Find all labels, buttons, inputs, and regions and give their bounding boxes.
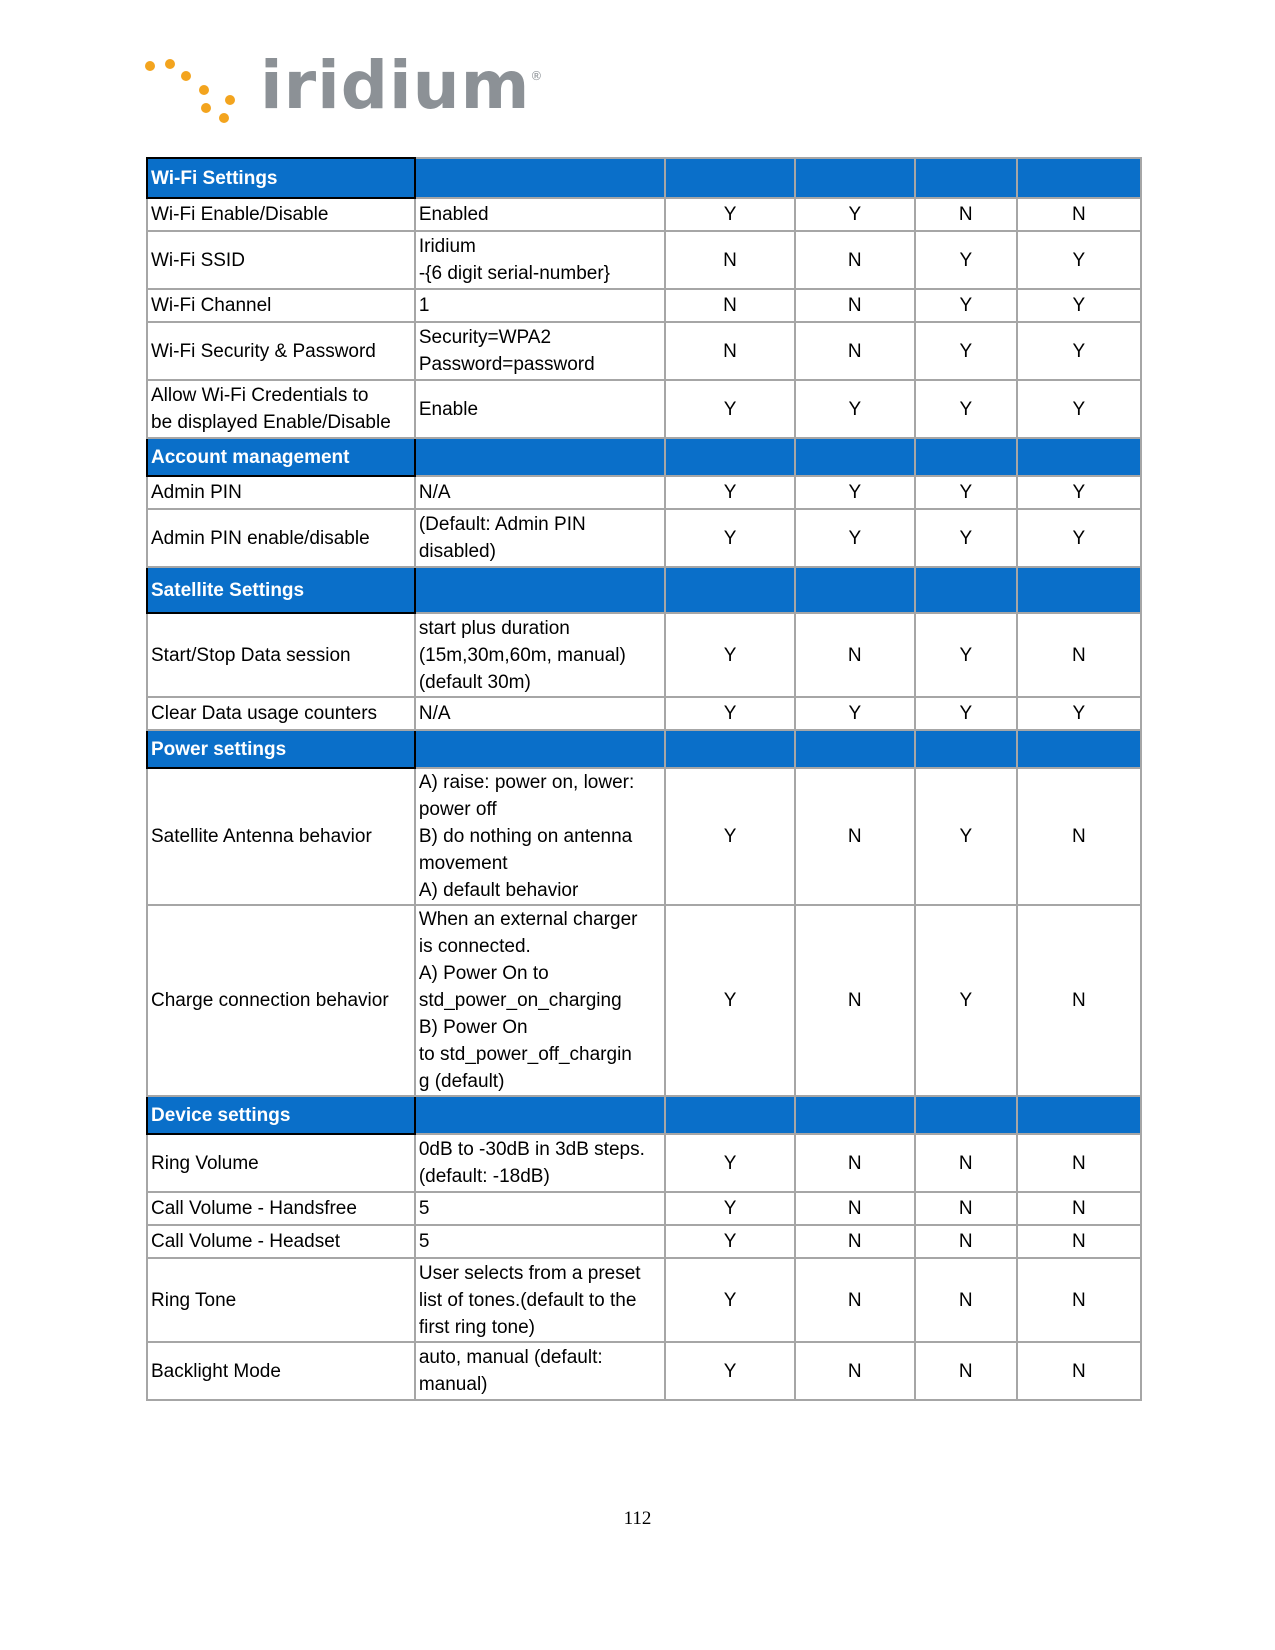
flag-cell: Y [795,198,915,231]
default-value: auto, manual (default: manual) [415,1342,666,1400]
default-value: N/A [415,697,666,730]
section-header-cell [795,438,915,476]
flag-cell: N [1017,1342,1141,1400]
section-title: Satellite Settings [147,567,415,613]
setting-name: Clear Data usage counters [147,697,415,730]
section-header-cell [415,158,666,198]
section-header-cell [795,158,915,198]
section-header-cell [1017,1096,1141,1134]
section-header [147,567,1141,613]
section-header-cell [915,1096,1017,1134]
setting-name: Ring Tone [147,1258,415,1342]
flag-cell: Y [665,1258,794,1342]
default-value: N/A [415,476,666,509]
flag-cell: Y [1017,509,1141,567]
table-row [147,1192,1141,1225]
flag-cell: N [795,1225,915,1258]
setting-name: Wi-Fi Channel [147,289,415,322]
setting-name: Charge connection behavior [147,905,415,1096]
flag-cell: N [1017,768,1141,905]
flag-cell: Y [915,231,1017,289]
flag-cell: N [665,289,794,322]
table-row [147,697,1141,730]
flag-cell: Y [915,905,1017,1096]
logo-wordmark: iridium® [260,47,544,124]
setting-name: Wi-Fi Security & Password [147,322,415,380]
flag-cell: N [915,1342,1017,1400]
section-header-cell [915,730,1017,768]
flag-cell: N [795,768,915,905]
setting-name: Allow Wi-Fi Credentials to be displayed Enable/Disable [147,380,415,438]
default-value: Enable [415,380,666,438]
flag-cell: Y [665,613,794,697]
flag-cell: Y [1017,476,1141,509]
flag-cell: N [795,1134,915,1192]
flag-cell: Y [915,768,1017,905]
flag-cell: N [1017,1134,1141,1192]
flag-cell: Y [915,322,1017,380]
flag-cell: N [915,1134,1017,1192]
section-header-cell [1017,730,1141,768]
setting-name: Backlight Mode [147,1342,415,1400]
default-value: 0dB to -30dB in 3dB steps. (default: -18dB) [415,1134,666,1192]
setting-name: Start/Stop Data session [147,613,415,697]
flag-cell: N [1017,905,1141,1096]
table-row [147,1342,1141,1400]
table-row [147,613,1141,697]
flag-cell: N [1017,1192,1141,1225]
flag-cell: Y [1017,380,1141,438]
settings-table [146,157,1142,1401]
flag-cell: Y [1017,289,1141,322]
table-row [147,1225,1141,1258]
flag-cell: Y [665,768,794,905]
flag-cell: N [795,1258,915,1342]
flag-cell: Y [665,1134,794,1192]
flag-cell: Y [1017,322,1141,380]
flag-cell: N [1017,1225,1141,1258]
flag-cell: N [795,289,915,322]
flag-cell: Y [665,1342,794,1400]
flag-cell: N [795,1192,915,1225]
flag-cell: Y [795,476,915,509]
table-row [147,768,1141,905]
flag-cell: N [795,905,915,1096]
default-value: (Default: Admin PIN disabled) [415,509,666,567]
iridium-logo [145,47,544,135]
setting-name: Satellite Antenna behavior [147,768,415,905]
default-value: 1 [415,289,666,322]
section-header [147,1096,1141,1134]
flag-cell: N [1017,1258,1141,1342]
section-header-cell [665,730,794,768]
section-header-cell [665,1096,794,1134]
flag-cell: Y [665,1225,794,1258]
flag-cell: Y [915,380,1017,438]
flag-cell: Y [665,905,794,1096]
section-header-cell [795,1096,915,1134]
section-header-cell [915,158,1017,198]
flag-cell: Y [665,198,794,231]
flag-cell: N [795,1342,915,1400]
default-value: start plus duration (15m,30m,60m, manual) (default 30m) [415,613,666,697]
table-row [147,289,1141,322]
section-header-cell [1017,438,1141,476]
section-header-cell [795,730,915,768]
flag-cell: Y [915,476,1017,509]
table-row [147,476,1141,509]
default-value: 5 [415,1225,666,1258]
flag-cell: N [795,231,915,289]
flag-cell: Y [665,1192,794,1225]
table-row [147,322,1141,380]
table-row [147,380,1141,438]
default-value: User selects from a preset list of tones.(default to the first ring tone) [415,1258,666,1342]
default-value: Enabled [415,198,666,231]
default-value: A) raise: power on, lower: power off B) do nothing on antenna movement A) default behavior [415,768,666,905]
section-title: Account management [147,438,415,476]
flag-cell: N [915,1192,1017,1225]
flag-cell: N [1017,198,1141,231]
flag-cell: N [665,231,794,289]
default-value: 5 [415,1192,666,1225]
section-title: Device settings [147,1096,415,1134]
table-row [147,198,1141,231]
table-row [147,1258,1141,1342]
flag-cell: N [1017,613,1141,697]
section-header-cell [665,567,794,613]
section-header-cell [1017,567,1141,613]
page-number: 112 [623,1508,652,1529]
flag-cell: Y [795,380,915,438]
default-value: Iridium -{6 digit serial-number} [415,231,666,289]
flag-cell: Y [665,380,794,438]
flag-cell: Y [795,509,915,567]
default-value: Security=WPA2 Password=password [415,322,666,380]
table-row [147,231,1141,289]
section-header-cell [915,438,1017,476]
setting-name: Wi-Fi SSID [147,231,415,289]
section-header [147,158,1141,198]
flag-cell: Y [1017,231,1141,289]
flag-cell: Y [915,509,1017,567]
setting-name: Admin PIN enable/disable [147,509,415,567]
flag-cell: N [665,322,794,380]
setting-name: Call Volume - Handsfree [147,1192,415,1225]
section-header-cell [415,567,666,613]
default-value: When an external charger is connected. A) Power On to std_power_on_charging B) Power On to std_power_off_chargin g (default) [415,905,666,1096]
section-header-cell [795,567,915,613]
section-header-cell [665,158,794,198]
flag-cell: Y [915,613,1017,697]
setting-name: Admin PIN [147,476,415,509]
setting-name: Call Volume - Headset [147,1225,415,1258]
table-row [147,905,1141,1096]
flag-cell: N [915,1258,1017,1342]
logo-dots-icon [145,55,255,135]
flag-cell: N [915,198,1017,231]
section-header [147,730,1141,768]
section-header-cell [665,438,794,476]
flag-cell: N [915,1225,1017,1258]
section-header-cell [415,730,666,768]
flag-cell: Y [665,476,794,509]
section-title: Power settings [147,730,415,768]
section-title: Wi-Fi Settings [147,158,415,198]
flag-cell: Y [915,289,1017,322]
flag-cell: Y [665,697,794,730]
section-header-cell [915,567,1017,613]
flag-cell: Y [665,509,794,567]
flag-cell: Y [795,697,915,730]
setting-name: Ring Volume [147,1134,415,1192]
flag-cell: N [795,322,915,380]
table-row [147,1134,1141,1192]
section-header [147,438,1141,476]
setting-name: Wi-Fi Enable/Disable [147,198,415,231]
section-header-cell [415,1096,666,1134]
flag-cell: Y [1017,697,1141,730]
table-row [147,509,1141,567]
section-header-cell [415,438,666,476]
flag-cell: N [795,613,915,697]
section-header-cell [1017,158,1141,198]
flag-cell: Y [915,697,1017,730]
